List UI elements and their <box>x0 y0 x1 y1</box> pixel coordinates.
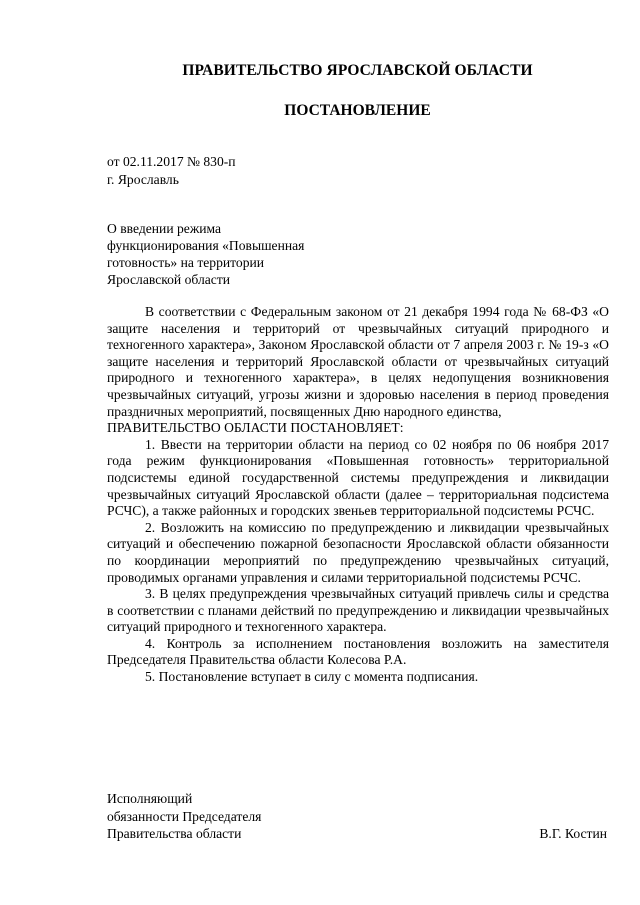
resolution-item: 4. Контроль за исполнением постановления возложить на заместителя Председателя Правительства области Колесова Р.А. <box>107 635 609 668</box>
signatory-title-line: Правительства области <box>107 826 242 841</box>
resolves-heading: ПРАВИТЕЛЬСТВО ОБЛАСТИ ПОСТАНОВЛЯЕТ: <box>107 420 404 436</box>
signature-block <box>107 790 261 843</box>
preamble-paragraph: В соответствии с Федеральным законом от 21 декабря 1994 года № 68-ФЗ «О защите населения и территорий от чрезвычайных ситуаций природного и техногенного характера», Законом Ярославской области от 7 апреля 2003 г. № 19-з «О защите населения и территорий Ярославской области от чрезвычайных ситуаций природного и техногенного характера», в целях недопущения возникновения чрезвычайных ситуаций, угрозы жизни и здоровью населения в период проведения праздничных мероприятий, посвященных Дню народного единства, <box>107 304 609 419</box>
signatory-title-line: Исполняющий <box>107 791 193 806</box>
resolution-item: 2. Возложить на комиссию по предупреждению и ликвидации чрезвычайных ситуаций и обеспечению пожарной безопасности Ярославской области обязанности по координации мероприятий по предупреждению чрезвычайных ситуаций, проводимых органами управления и силами территориальной подсистемы РСЧС. <box>107 519 609 585</box>
resolution-item: 3. В целях предупреждения чрезвычайных ситуаций привлечь силы и средства в соответствии с планами действий по предупреждению и ликвидации чрезвычайных ситуаций природного и техногенного характера. <box>107 586 609 635</box>
subject-line: Ярославской области <box>107 272 231 287</box>
resolution-item: 5. Постановление вступает в силу с момента подписания. <box>145 669 479 685</box>
document-city: г. Ярославль <box>107 172 179 187</box>
signatory-title-line: обязанности Председателя <box>107 808 262 824</box>
document-type-title: ПОСТАНОВЛЕНИЕ <box>284 102 431 119</box>
signatory-name: В.Г. Костин <box>539 826 607 841</box>
subject-line: готовность» на территории <box>107 255 265 270</box>
resolution-item: 1. Ввести на территории области на период со 02 ноября по 06 ноября 2017 года режим функционирования «Повышенная готовность» территориальной подсистемы единой государственной системы предупреждения и ликвидации чрезвычайных ситуаций Ярославской области (далее – территориальная подсистема РСЧС), а также районных и городских звеньев территориальной подсистемы РСЧС. <box>107 436 609 519</box>
subject-line: функционирования «Повышенная <box>107 238 305 253</box>
document-date-number: от 02.11.2017 № 830-п <box>107 154 236 169</box>
document-header-org: ПРАВИТЕЛЬСТВО ЯРОСЛАВСКОЙ ОБЛАСТИ <box>182 62 533 79</box>
document-body <box>107 304 609 686</box>
subject-line: О введении режима <box>107 221 222 236</box>
